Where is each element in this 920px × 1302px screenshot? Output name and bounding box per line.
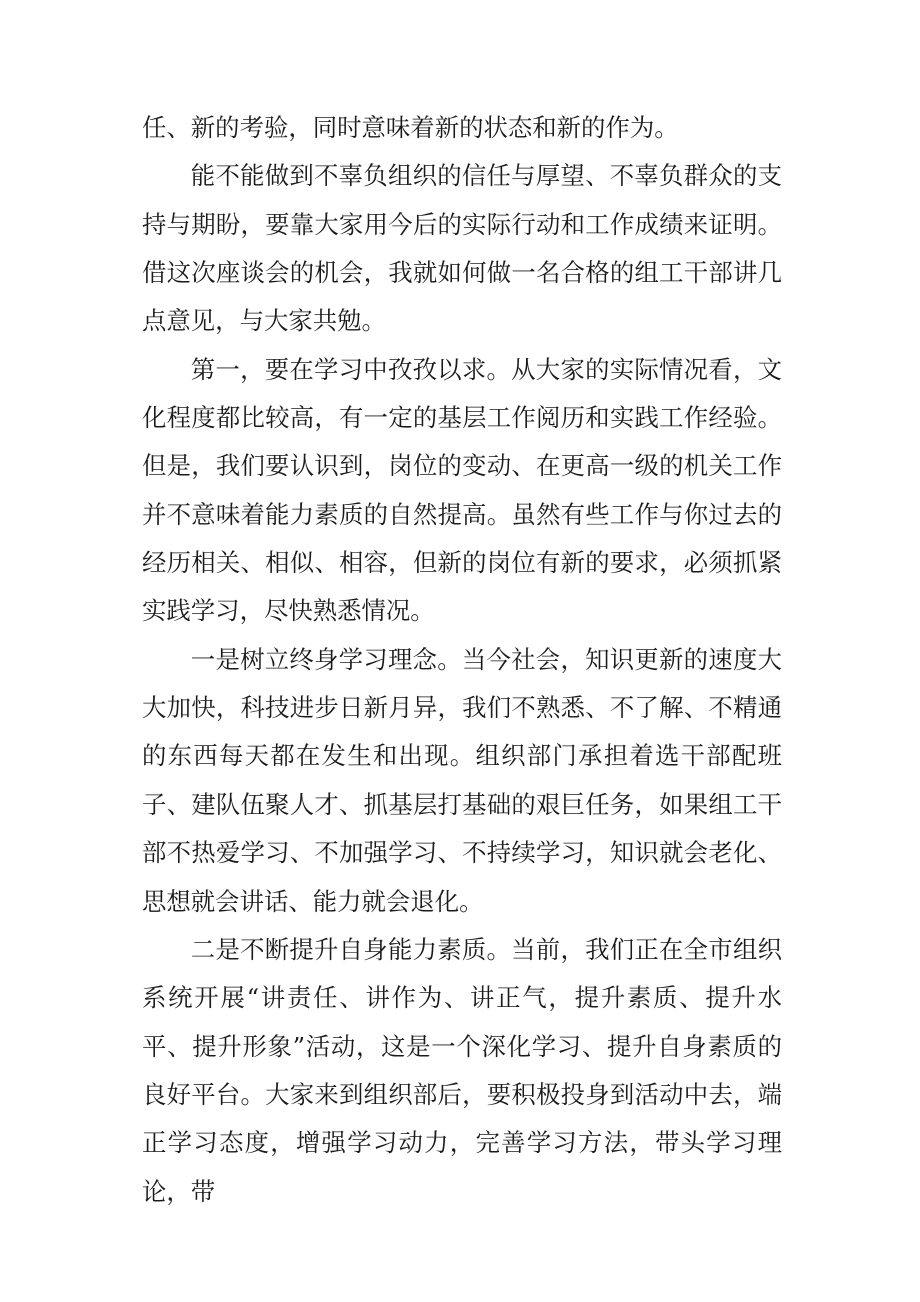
paragraph-expectations: 能不能做到不辜负组织的信任与厚望、不辜负群众的支持与期盼，要靠大家用今后的实际行动和工作成绩来证明。借这次座谈会的机会，我就如何做一名合格的组工干部讲几点意见，与大家共勉。 (142, 161, 782, 336)
paragraph-ability-improvement: 二是不断提升自身能力素质。当前，我们正在全市组织系统开展“讲责任、讲作为、讲正气，提升素质、提升水平、提升形象”活动，这是一个深化学习、提升自身素质的良好平台。大家来到组织部后，要积极投身到活动中去，端正学习态度，增强学习动力，完善学习方法，带头学习理论，带 (142, 934, 782, 1206)
document-body (142, 104, 782, 1216)
paragraph-continuation: 任、新的考验，同时意味着新的状态和新的作为。 (142, 113, 679, 142)
paragraph-point-one-learning: 第一，要在学习中孜孜以求。从大家的实际情况看，文化程度都比较高，有一定的基层工作阅历和实践工作经验。但是，我们要认识到，岗位的变动、在更高一级的机关工作并不意味着能力素质的自然提高。虽然有些工作与你过去的经历相关、相似、相容，但新的岗位有新的要求，必须抓紧实践学习，尽快熟悉情况。 (142, 354, 782, 626)
paragraph-lifelong-learning: 一是树立终身学习理念。当今社会，知识更新的速度大大加快，科技进步日新月异，我们不熟悉、不了解、不精通的东西每天都在发生和出现。组织部门承担着选干部配班子、建队伍聚人才、抓基层打基础的艰巨任务，如果组工干部不热爱学习、不加强学习、不持续学习，知识就会老化、思想就会讲话、能力就会退化。 (142, 644, 782, 916)
